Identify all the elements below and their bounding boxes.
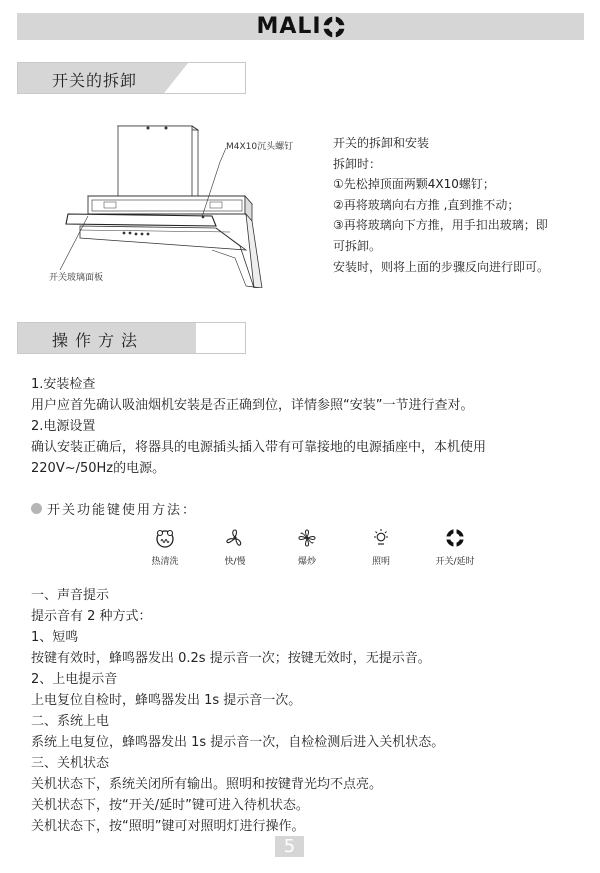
light-icon <box>371 528 391 548</box>
key-label: 热清洗 <box>151 557 179 567</box>
instruction-line: 安装时，则将上面的步骤反向进行即可。 <box>333 259 550 274</box>
instruction-line: ②再将玻璃向右方推 ,直到推不动； <box>333 197 520 212</box>
details-text <box>31 585 576 837</box>
paragraph-line: 关机状态下，系统关闭所有输出。照明和按键背光均不点亮。 <box>31 777 383 792</box>
paragraph-line: 关机状态下，按“开关/延时”键可进入待机状态。 <box>31 798 309 813</box>
key-stir-fry <box>277 528 337 567</box>
power-delay-icon <box>445 528 465 548</box>
instruction-line: ③再将玻璃向下方推，用手扣出玻璃；即 <box>333 218 548 233</box>
function-keys <box>135 528 495 573</box>
paragraph-line: 确认安装正确后，将器具的电源插头插入带有可靠接地的电源插座中，本机使用 <box>31 440 487 455</box>
keys-title-text: 开关功能键使用方法： <box>47 503 198 518</box>
bullet-dot <box>31 503 42 514</box>
paragraph-line: 220V~/50Hz的电源。 <box>31 461 166 476</box>
instruction-line: ①先松掉顶面两颗4X10螺钉； <box>333 177 495 192</box>
section-title-text: 开关的拆卸 <box>52 71 138 90</box>
section-title-operation <box>17 322 246 354</box>
instruction-line: 拆卸时： <box>333 156 382 171</box>
paragraph-line: 系统上电复位，蜂鸣器发出 1s 提示音一次，自检检测后进入关机状态。 <box>31 735 445 750</box>
fan-speed-icon <box>225 528 245 548</box>
instruction-line: 开关的拆卸和安装 <box>333 136 430 150</box>
paragraph-line: 1.安装检查 <box>31 377 96 392</box>
paragraph-line: 1、短鸣 <box>31 630 79 645</box>
callout-panel-label: 开关玻璃面板 <box>49 273 104 283</box>
page-number: 5 <box>275 836 304 857</box>
paragraph-line: 2、上电提示音 <box>31 672 118 687</box>
key-fan-speed <box>205 528 265 567</box>
section-title-text: 操作方法 <box>52 331 145 350</box>
brand-logo-o-icon <box>323 16 345 38</box>
paragraph-line: 用户应首先确认吸油烟机安装是否正确到位，详情参照“安装”一节进行查对。 <box>31 398 474 413</box>
key-light <box>351 528 411 567</box>
key-label: 开关/延时 <box>435 557 475 567</box>
header-bar <box>17 13 584 40</box>
removal-instructions <box>333 133 583 277</box>
key-label: 照明 <box>371 557 390 567</box>
paragraph-line: 关机状态下，按“照明”键可对照明灯进行操作。 <box>31 819 305 834</box>
key-hot-clean <box>135 528 195 567</box>
paragraph-line: 上电复位自检时，蜂鸣器发出 1s 提示音一次。 <box>31 693 302 708</box>
callout-screw-label: M4X10沉头螺钉 <box>226 142 294 152</box>
stir-fry-icon <box>297 528 317 548</box>
paragraph-line: 三、关机状态 <box>31 756 110 771</box>
operation-text <box>31 374 576 479</box>
keys-title <box>31 499 197 518</box>
key-power-delay <box>425 528 485 567</box>
hot-clean-icon <box>154 528 176 548</box>
paragraph-line: 2.电源设置 <box>31 419 96 434</box>
brand-logo <box>256 14 344 39</box>
section-title-switch-removal <box>17 62 246 94</box>
paragraph-line: 按键有效时，蜂鸣器发出 0.2s 提示音一次；按键无效时，无提示音。 <box>31 651 431 666</box>
paragraph-line: 二、系统上电 <box>31 714 110 729</box>
key-label: 快/慢 <box>224 557 246 567</box>
paragraph-line: 一、声音提示 <box>31 588 110 603</box>
range-hood-diagram <box>40 118 302 288</box>
brand-text: MALI <box>256 14 322 39</box>
instruction-line: 可拆卸。 <box>333 238 382 253</box>
key-label: 爆炒 <box>297 557 316 567</box>
paragraph-line: 提示音有 2 种方式： <box>31 609 152 624</box>
